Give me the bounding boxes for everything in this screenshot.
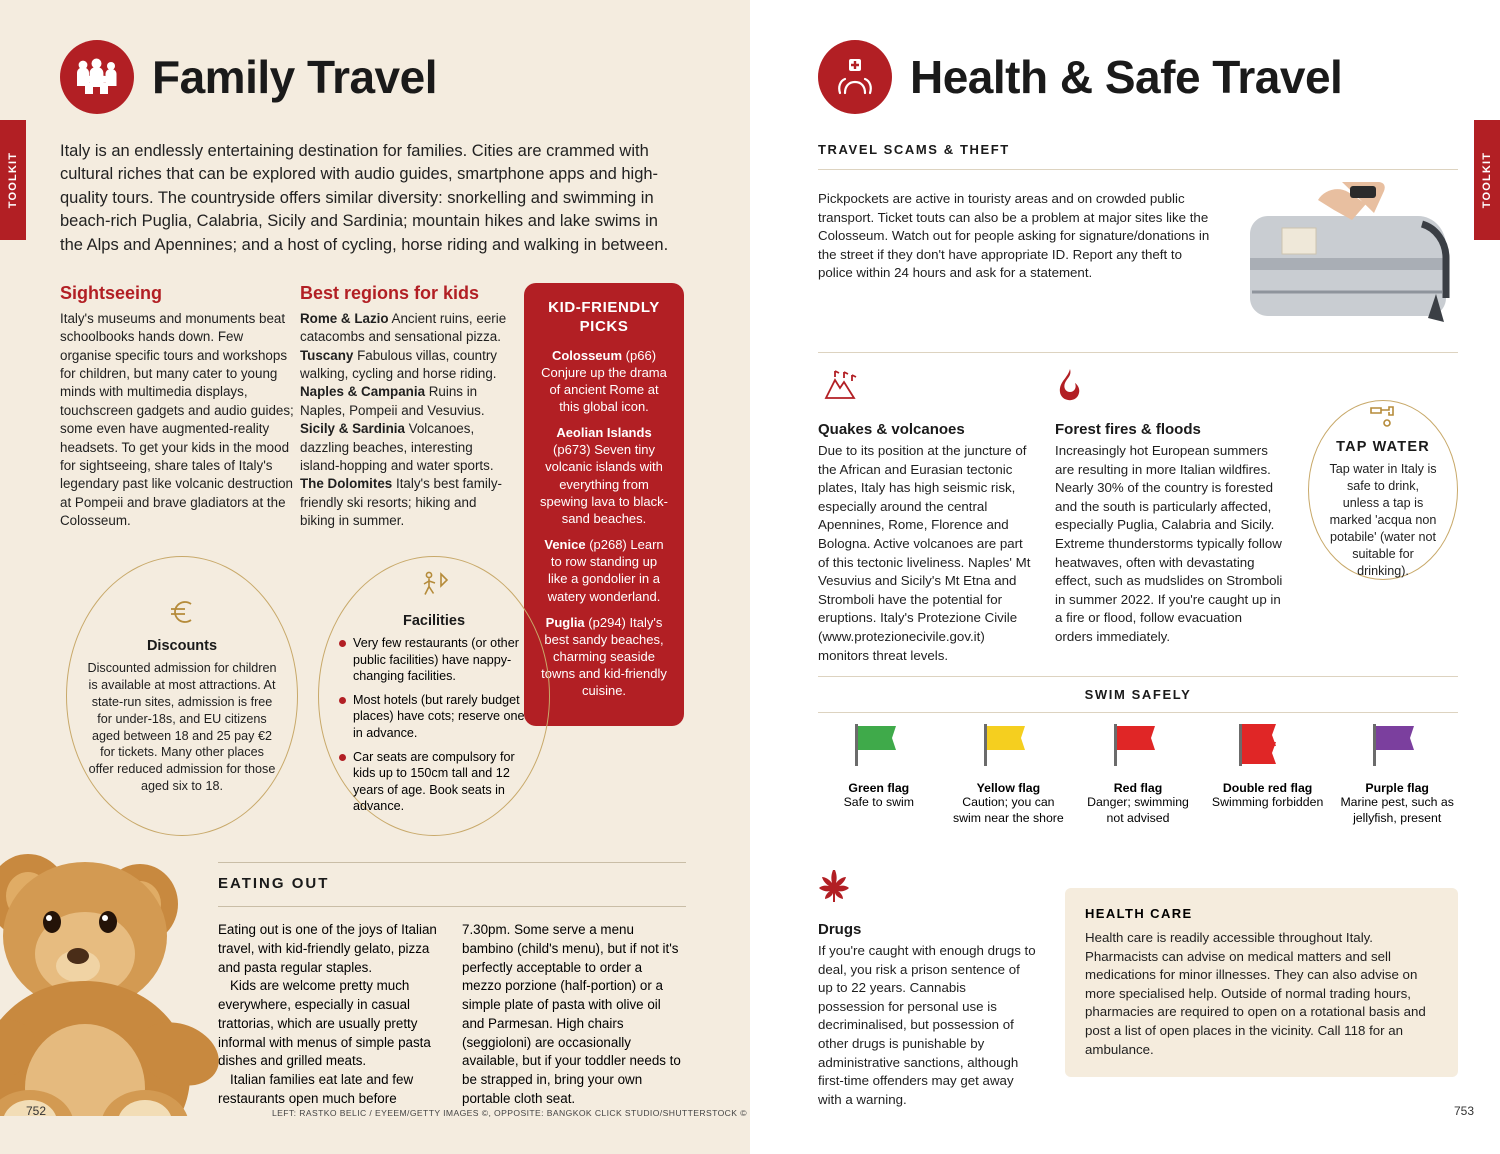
swim-flags bbox=[818, 720, 1458, 827]
family-intro: Italy is an endlessly entertaining destination for families. Cities are crammed with cultural riches that can be explored with audio guides, smartphone apps and high-quality tours. The countryside offers similar diversity: snorkelling and swimming in beach-rich Puglia, Calabria, Sicily and Sardinia; mountain hikes and lake swims in the Alps and Apennines; and a host of cycling, horse riding and walking in between. bbox=[60, 142, 669, 254]
sightseeing-heading: Sightseeing bbox=[60, 283, 163, 303]
kid-picks-title: KID-FRIENDLY PICKS bbox=[548, 299, 660, 335]
discounts-body: Discounted admission for children is available at most attractions. At state-run sites, admission is free for under-18s, and EU citizens aged between 18 and 25 pay €2 for tickets. Many other places offer reduced admission for those aged six to 18. bbox=[87, 661, 277, 794]
region-name: Tuscany bbox=[300, 347, 354, 363]
kid-pick-item: Venice (p268) Learn to row standing up like a gondolier in a watery wonderland. bbox=[544, 537, 664, 604]
region-name: Rome & Lazio bbox=[300, 311, 389, 326]
facilities-list bbox=[339, 635, 529, 822]
playground-icon bbox=[417, 570, 451, 607]
flag-item: Double red flag Swimming forbidden bbox=[1207, 720, 1329, 811]
cannabis-leaf-icon bbox=[818, 891, 852, 908]
toolkit-tab-right-label: TOOLKIT bbox=[1481, 151, 1494, 209]
drugs-heading: Drugs bbox=[818, 921, 862, 938]
quakes-heading: Quakes & volcanoes bbox=[818, 421, 965, 438]
first-aid-hands-icon bbox=[818, 40, 892, 114]
sightseeing-body: Italy's museums and monuments beat schoolbooks hands down. Few organise specific tours and workshops for children, but many cater to young minds with multimedia displays, touchscreen gadgets and audio guides; some even have augmented-reality headsets. To get your kids in the mood for sightseeing, share tales of Italy's legendary past like volcanic destruction at Pompeii and brave gladiators at the Colosseum. bbox=[60, 311, 294, 528]
facilities-title: Facilities bbox=[402, 612, 466, 629]
region-text: Italy's best family-friendly ski resorts; hiking and biking in summer. bbox=[300, 476, 502, 528]
region-text: Fabulous villas, country walking, cycling and horse riding. bbox=[300, 347, 497, 382]
fires-body: Increasingly hot European summers are resulting in more Italian wildfires. Nearly 30% of the country is forested and the south is particularly affected, especially Puglia, Calabria and Sicily. Extreme thunderstorms typically follow heatwaves, often with devastating effect, such as mudslides on Stromboli in summer 2022. If you're caught up in a fire or flood, follow evacuation orders immediately. bbox=[1055, 443, 1283, 645]
double-red-flag-icon bbox=[1231, 720, 1305, 768]
flag-item: Red flag Danger; swimming not advised bbox=[1077, 720, 1199, 827]
facilities-callout bbox=[318, 556, 550, 836]
divider bbox=[818, 352, 1458, 353]
eating-out-col2: 7.30pm. Some serve a menu bambino (child's menu), but if not it's perfectly acceptable to order a mezzo porzione (half-portion) or a simple plate of pasta with olive oil and Parmesan. High chairs (seggioloni) are occasionally available, but if your toddler needs to be strapped in, bring your own portable cloth seat. bbox=[462, 922, 681, 1106]
quakes-body: Due to its position at the juncture of the African and Eurasian tectonic plates, Italy has high seismic risk, especially around the central Apennines, Rome, Florence and Bologna. Active volcanoes are part of this tectonic liveliness. Naples' Mt Vesuvius and Sicily's Mt Etna and Stromboli have the potential for eruptions. Italy's Protezione Civile (www.protezionecivile.gov.it) monitors threat levels. bbox=[818, 443, 1031, 663]
kid-pick-item: Colosseum (p66) Conjure up the drama of ancient Rome at this global icon. bbox=[541, 347, 667, 414]
region-name: The Dolomites bbox=[300, 476, 393, 492]
page-title: Family Travel bbox=[152, 51, 437, 103]
scams-label: TRAVEL SCAMS & THEFT bbox=[818, 142, 1010, 157]
green-flag-icon bbox=[847, 720, 911, 768]
health-care-body: Health care is readily accessible throughout Italy. Pharmacists can advise on medical matters and sell medications for minor illnesses. They can also advise on more specialised help. Outside of normal trading hours, pharmacies are required to open on a rotational basis and post a list of open places in the vicinity. Call 118 for an ambulance. bbox=[1085, 930, 1426, 1057]
divider bbox=[218, 906, 686, 907]
flag-item: Yellow flag Caution; you can swim near the shore bbox=[948, 720, 1070, 827]
tap-icon bbox=[1367, 400, 1399, 433]
swim-safely-label: SWIM SAFELY bbox=[1084, 687, 1192, 702]
tap-water-body: Tap water in Italy is safe to drink, unless a tap is marked 'acqua non potabile' (water not suitable for drinking). bbox=[1329, 462, 1437, 578]
regions-list bbox=[300, 310, 512, 530]
divider bbox=[218, 862, 686, 863]
euro-icon bbox=[165, 597, 199, 632]
discounts-callout bbox=[66, 556, 298, 836]
regions-heading: Best regions for kids bbox=[300, 283, 480, 303]
family-travel-heading bbox=[60, 40, 700, 114]
facilities-item: Very few restaurants (or other public facilities) have nappy-changing facilities. bbox=[339, 635, 529, 685]
fires-heading: Forest fires & floods bbox=[1055, 421, 1201, 438]
region-text: Ruins in Naples, Pompeii and Vesuvius. bbox=[300, 384, 485, 418]
drugs-body: If you're caught with enough drugs to deal, you risk a prison sentence of up to 22 years. Cannabis possession for personal use is decriminalised, but possession of other drugs is punishable by administrative sanctions, although first-time offenders may get away with a warning. bbox=[818, 943, 1036, 1107]
divider bbox=[818, 169, 1458, 170]
family-group-icon bbox=[60, 40, 134, 114]
region-name: Sicily & Sardinia bbox=[300, 421, 405, 437]
folio-right: 753 bbox=[1453, 1104, 1474, 1118]
eating-out-label: EATING OUT bbox=[218, 875, 330, 892]
eating-out-col1: Eating out is one of the joys of Italian travel, with kid-friendly gelato, pizza and pasta regular staples. Kids are welcome pretty much everywhere, especially in casual trattorias, which are usually pretty informal with menus of simple pasta dishes and grilled meats. Italian families eat late and few restaurants open much before bbox=[218, 922, 437, 1106]
toolkit-tab-left-label: TOOLKIT bbox=[7, 151, 20, 209]
right-page bbox=[750, 0, 1500, 1154]
health-care-title: HEALTH CARE bbox=[1085, 906, 1193, 921]
facilities-item: Most hotels (but rarely budget places) have cots; reserve one in advance. bbox=[339, 692, 529, 742]
region-name: Naples & Campania bbox=[300, 384, 426, 400]
flag-item: Green flag Safe to swim bbox=[818, 720, 940, 811]
health-heading bbox=[818, 40, 1468, 114]
toolkit-tab-left bbox=[0, 120, 26, 240]
folio-left: 752 bbox=[26, 1104, 47, 1118]
region-text: Volcanoes, dazzling beaches, interesting island-hopping and water sports. bbox=[300, 421, 494, 473]
facilities-item: Car seats are compulsory for kids up to 150cm tall and 12 years of age. Book seats in advance. bbox=[339, 749, 529, 815]
health-care-box bbox=[1065, 888, 1458, 1077]
photo-credit: LEFT: RASTKO BELIC / EYEEM/GETTY IMAGES ©, OPPOSITE: BANGKOK CLICK STUDIO/SHUTTERSTOCK © bbox=[272, 1108, 747, 1118]
flame-icon bbox=[1055, 389, 1085, 406]
kid-pick-item: Aeolian Islands (p673) Seven tiny volcanic islands with everything from spewing lava to black-sand beaches. bbox=[540, 425, 668, 526]
flag-item: Purple flag Marine pest, such as jellyfish, present bbox=[1336, 720, 1458, 827]
region-text: Ancient ruins, eerie catacombs and sensational pizza. bbox=[300, 311, 507, 345]
scams-body: Pickpockets are active in touristy areas and on crowded public transport. Ticket touts can also be a problem at major sites like the Colosseum. Watch out for people asking for signature/donations in the street if they don't have appropriate ID. Report any theft to police within 24 hours and ask for a statement. bbox=[818, 191, 1210, 281]
page-title-right: Health & Safe Travel bbox=[910, 51, 1343, 103]
pickpocket-photo bbox=[1222, 172, 1462, 332]
teddy-bear-photo bbox=[0, 826, 220, 1116]
volcano-icon bbox=[818, 389, 864, 406]
kid-pick-item: Puglia (p294) Italy's best sandy beaches, charming seaside towns and kid-friendly cuisine. bbox=[541, 614, 667, 699]
purple-flag-icon bbox=[1365, 720, 1429, 768]
yellow-flag-icon bbox=[976, 720, 1040, 768]
red-flag-icon bbox=[1106, 720, 1170, 768]
kid-friendly-picks-box bbox=[524, 283, 684, 726]
tap-water-title: TAP WATER bbox=[1336, 439, 1430, 456]
discounts-title: Discounts bbox=[146, 638, 218, 654]
tap-water-callout bbox=[1308, 400, 1458, 580]
toolkit-tab-right bbox=[1474, 120, 1500, 240]
